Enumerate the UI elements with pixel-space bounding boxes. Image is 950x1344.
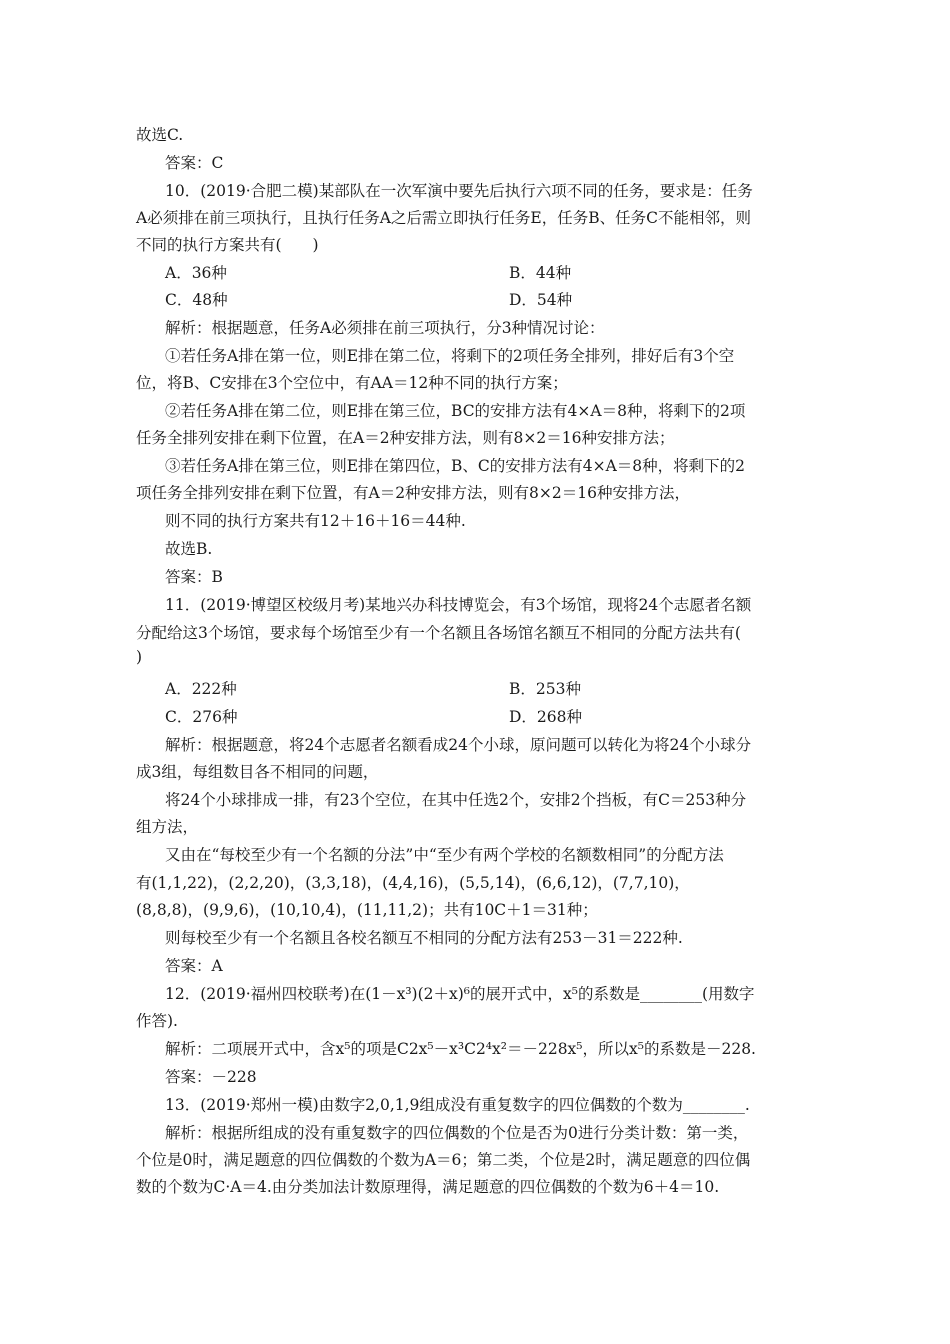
text-line: 组方法， — [136, 818, 199, 836]
text-line: 解析：根据题意，任务A必须排在前三项执行，分3种情况讨论： — [165, 319, 605, 337]
text-line: 答案：B — [165, 568, 223, 586]
text-line: 故选B. — [165, 540, 213, 558]
text-line: 位，将B、C安排在3个空位中，有AA＝12种不同的执行方案； — [136, 374, 568, 392]
answer-option: A．222种 — [165, 680, 237, 698]
text-line: ①若任务A排在第一位，则E排在第二位，将剩下的2项任务全排列，排好后有3个空 — [165, 347, 735, 365]
text-line: 11．(2019·博望区校级月考)某地兴办科技博览会，有3个场馆，现将24个志愿者名额 — [165, 596, 752, 614]
text-line: 分配给这3个场馆，要求每个场馆至少有一个名额且各场馆名额互不相同的分配方法共有( — [136, 624, 741, 642]
text-line: 10．(2019·合肥二模)某部队在一次军演中要先后执行六项不同的任务，要求是：任务 — [165, 182, 753, 200]
text-line: 个位是0时，满足题意的四位偶数的个数为A＝6；第二类，个位是2时，满足题意的四位偶 — [136, 1151, 751, 1169]
text-line: 解析：根据题意，将24个志愿者名额看成24个小球，原问题可以转化为将24个小球分 — [165, 736, 752, 754]
answer-option: D．54种 — [509, 291, 573, 309]
text-line: 作答). — [136, 1012, 178, 1030]
text-line: 又由在“每校至少有一个名额的分法”中“至少有两个学校的名额数相同”的分配方法 — [165, 846, 724, 864]
answer-option: C．48种 — [165, 291, 228, 309]
text-line: 13．(2019·郑州一模)由数字2,0,1,9组成没有重复数字的四位偶数的个数为________. — [165, 1096, 750, 1114]
text-line: 则每校至少有一个名额且各校名额互不相同的分配方法有253－31＝222种. — [165, 929, 683, 947]
text-line: 解析：二项展开式中，含x⁵的项是C2x⁵－x³C2⁴x²＝－228x⁵，所以x⁵的系数是－228. — [165, 1040, 756, 1058]
text-line: A必须排在前三项执行，且执行任务A之后需立即执行任务E，任务B、任务C不能相邻，则 — [136, 209, 751, 227]
text-line: 故选C. — [136, 126, 184, 144]
text-line: 数的个数为C·A＝4.由分类加法计数原理得，满足题意的四位偶数的个数为6＋4＝10. — [136, 1178, 720, 1196]
answer-option: D．268种 — [509, 708, 583, 726]
text-line: 任务全排列安排在剩下位置，在A＝2种安排方法，则有8×2＝16种安排方法； — [136, 429, 675, 447]
text-line: 不同的执行方案共有( ) — [136, 236, 319, 254]
text-line: 答案：A — [165, 957, 223, 975]
text-line: 将24个小球排成一排，有23个空位，在其中任选2个，安排2个挡板，有C＝253种分 — [165, 791, 747, 809]
answer-option: B．253种 — [509, 680, 581, 698]
text-line: ) — [136, 648, 143, 666]
answer-option: C．276种 — [165, 708, 238, 726]
text-line: 12．(2019·福州四校联考)在(1－x³)(2＋x)⁶的展开式中，x⁵的系数是________(用数字 — [165, 985, 755, 1003]
text-line: 答案：C — [165, 154, 224, 172]
text-line: (8,8,8)，(9,9,6)，(10,10,4)，(11,11,2)；共有10C＋1＝31种； — [136, 901, 598, 919]
text-line: ②若任务A排在第二位，则E排在第三位，BC的安排方法有4×A＝8种，将剩下的2项 — [165, 402, 746, 420]
text-line: 答案：－228 — [165, 1068, 257, 1086]
text-line: 项任务全排列安排在剩下位置，有A＝2种安排方法，则有8×2＝16种安排方法， — [136, 484, 690, 502]
text-line: 有(1,1,22)，(2,2,20)，(3,3,18)，(4,4,16)，(5,5,14)，(6,6,12)，(7,7,10)， — [136, 874, 690, 892]
answer-option: A．36种 — [165, 264, 227, 282]
text-line: 解析：根据所组成的没有重复数字的四位偶数的个位是否为0进行分类计数：第一类， — [165, 1124, 749, 1142]
answer-option: B．44种 — [509, 264, 572, 282]
text-line: ③若任务A排在第三位，则E排在第四位，B、C的安排方法有4×A＝8种，将剩下的2 — [165, 457, 746, 475]
text-line: 则不同的执行方案共有12＋16＋16＝44种. — [165, 512, 466, 530]
text-line: 成3组，每组数目各不相同的问题， — [136, 763, 379, 781]
